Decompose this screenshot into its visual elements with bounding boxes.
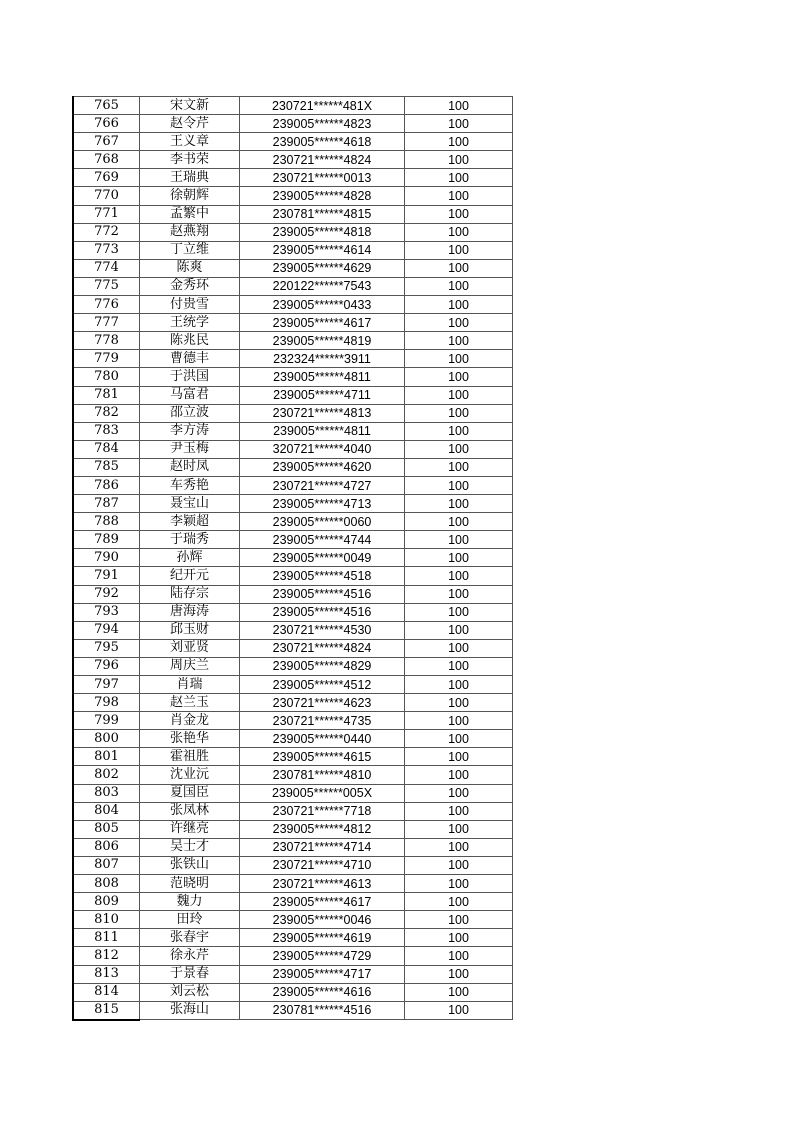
score-cell: 100 bbox=[405, 422, 513, 440]
name-cell: 范晓明 bbox=[140, 875, 240, 893]
name-cell: 张海山 bbox=[140, 1001, 240, 1020]
name-cell: 陈兆民 bbox=[140, 332, 240, 350]
table-row bbox=[73, 350, 513, 368]
table-row bbox=[73, 476, 513, 494]
table-row bbox=[73, 784, 513, 802]
id-number-cell: 239005******4829 bbox=[240, 657, 405, 675]
id-number-cell: 230721******7718 bbox=[240, 802, 405, 820]
row-number-cell: 780 bbox=[73, 368, 140, 386]
table-row bbox=[73, 676, 513, 694]
table-row bbox=[73, 549, 513, 567]
id-number-cell: 230781******4815 bbox=[240, 205, 405, 223]
row-number-cell: 779 bbox=[73, 350, 140, 368]
name-cell: 孟繁中 bbox=[140, 205, 240, 223]
row-number-cell: 807 bbox=[73, 856, 140, 874]
row-number-cell: 796 bbox=[73, 657, 140, 675]
id-number-cell: 239005******0440 bbox=[240, 730, 405, 748]
score-cell: 100 bbox=[405, 567, 513, 585]
name-cell: 马富君 bbox=[140, 386, 240, 404]
table-row bbox=[73, 404, 513, 422]
id-number-cell: 239005******4812 bbox=[240, 820, 405, 838]
name-cell: 李方涛 bbox=[140, 422, 240, 440]
table-row bbox=[73, 332, 513, 350]
id-number-cell: 320721******4040 bbox=[240, 440, 405, 458]
row-number-cell: 804 bbox=[73, 802, 140, 820]
row-number-cell: 769 bbox=[73, 169, 140, 187]
table-row bbox=[73, 929, 513, 947]
id-number-cell: 239005******4729 bbox=[240, 947, 405, 965]
id-number-cell: 239005******4711 bbox=[240, 386, 405, 404]
table-row bbox=[73, 277, 513, 295]
row-number-cell: 772 bbox=[73, 223, 140, 241]
row-number-cell: 797 bbox=[73, 676, 140, 694]
score-cell: 100 bbox=[405, 875, 513, 893]
name-cell: 张铁山 bbox=[140, 856, 240, 874]
id-number-cell: 239005******4518 bbox=[240, 567, 405, 585]
score-cell: 100 bbox=[405, 350, 513, 368]
name-cell: 赵兰玉 bbox=[140, 694, 240, 712]
id-number-cell: 230721******0013 bbox=[240, 169, 405, 187]
score-cell: 100 bbox=[405, 983, 513, 1001]
score-cell: 100 bbox=[405, 368, 513, 386]
id-number-cell: 230721******4824 bbox=[240, 639, 405, 657]
score-cell: 100 bbox=[405, 332, 513, 350]
id-number-cell: 239005******0060 bbox=[240, 513, 405, 531]
row-number-cell: 813 bbox=[73, 965, 140, 983]
table-row bbox=[73, 115, 513, 133]
id-number-cell: 239005******4818 bbox=[240, 223, 405, 241]
row-number-cell: 768 bbox=[73, 151, 140, 169]
id-number-cell: 230721******4613 bbox=[240, 875, 405, 893]
name-cell: 刘云松 bbox=[140, 983, 240, 1001]
table-row bbox=[73, 712, 513, 730]
row-number-cell: 773 bbox=[73, 241, 140, 259]
id-number-cell: 239005******4617 bbox=[240, 893, 405, 911]
name-cell: 王义章 bbox=[140, 133, 240, 151]
score-cell: 100 bbox=[405, 296, 513, 314]
id-number-cell: 239005******0046 bbox=[240, 911, 405, 929]
score-cell: 100 bbox=[405, 766, 513, 784]
name-cell: 于瑞秀 bbox=[140, 531, 240, 549]
row-number-cell: 809 bbox=[73, 893, 140, 911]
row-number-cell: 775 bbox=[73, 277, 140, 295]
row-number-cell: 770 bbox=[73, 187, 140, 205]
row-number-cell: 786 bbox=[73, 476, 140, 494]
row-number-cell: 787 bbox=[73, 495, 140, 513]
table-row bbox=[73, 621, 513, 639]
table-row bbox=[73, 187, 513, 205]
name-cell: 孙辉 bbox=[140, 549, 240, 567]
id-number-cell: 239005******4819 bbox=[240, 332, 405, 350]
table-row bbox=[73, 730, 513, 748]
row-number-cell: 778 bbox=[73, 332, 140, 350]
score-cell: 100 bbox=[405, 115, 513, 133]
score-cell: 100 bbox=[405, 929, 513, 947]
name-cell: 张艳华 bbox=[140, 730, 240, 748]
score-cell: 100 bbox=[405, 513, 513, 531]
name-cell: 唐海涛 bbox=[140, 603, 240, 621]
row-number-cell: 783 bbox=[73, 422, 140, 440]
row-number-cell: 784 bbox=[73, 440, 140, 458]
id-number-cell: 239005******005X bbox=[240, 784, 405, 802]
id-number-cell: 230721******4710 bbox=[240, 856, 405, 874]
row-number-cell: 781 bbox=[73, 386, 140, 404]
name-cell: 车秀艳 bbox=[140, 476, 240, 494]
table-row bbox=[73, 296, 513, 314]
id-number-cell: 239005******0049 bbox=[240, 549, 405, 567]
name-cell: 刘亚贤 bbox=[140, 639, 240, 657]
row-number-cell: 782 bbox=[73, 404, 140, 422]
id-number-cell: 230721******4735 bbox=[240, 712, 405, 730]
name-cell: 肖瑞 bbox=[140, 676, 240, 694]
name-cell: 许继亮 bbox=[140, 820, 240, 838]
id-number-cell: 230721******4714 bbox=[240, 838, 405, 856]
name-cell: 魏力 bbox=[140, 893, 240, 911]
row-number-cell: 792 bbox=[73, 585, 140, 603]
id-number-cell: 239005******4744 bbox=[240, 531, 405, 549]
row-number-cell: 774 bbox=[73, 259, 140, 277]
table-row bbox=[73, 458, 513, 476]
name-cell: 王瑞典 bbox=[140, 169, 240, 187]
name-cell: 陈爽 bbox=[140, 259, 240, 277]
id-number-cell: 239005******4620 bbox=[240, 458, 405, 476]
id-number-cell: 230721******4623 bbox=[240, 694, 405, 712]
roster-table-body bbox=[73, 97, 513, 1020]
row-number-cell: 791 bbox=[73, 567, 140, 585]
score-cell: 100 bbox=[405, 947, 513, 965]
id-number-cell: 230781******4810 bbox=[240, 766, 405, 784]
name-cell: 张春宇 bbox=[140, 929, 240, 947]
name-cell: 于景春 bbox=[140, 965, 240, 983]
row-number-cell: 815 bbox=[73, 1001, 140, 1020]
score-cell: 100 bbox=[405, 169, 513, 187]
score-cell: 100 bbox=[405, 223, 513, 241]
score-cell: 100 bbox=[405, 965, 513, 983]
id-number-cell: 239005******4629 bbox=[240, 259, 405, 277]
id-number-cell: 239005******4713 bbox=[240, 495, 405, 513]
table-row bbox=[73, 947, 513, 965]
score-cell: 100 bbox=[405, 820, 513, 838]
name-cell: 周庆兰 bbox=[140, 657, 240, 675]
id-number-cell: 230721******4727 bbox=[240, 476, 405, 494]
id-number-cell: 239005******4615 bbox=[240, 748, 405, 766]
id-number-cell: 239005******4811 bbox=[240, 368, 405, 386]
score-cell: 100 bbox=[405, 458, 513, 476]
row-number-cell: 795 bbox=[73, 639, 140, 657]
score-cell: 100 bbox=[405, 205, 513, 223]
name-cell: 赵时凤 bbox=[140, 458, 240, 476]
name-cell: 聂宝山 bbox=[140, 495, 240, 513]
table-row bbox=[73, 205, 513, 223]
row-number-cell: 805 bbox=[73, 820, 140, 838]
score-cell: 100 bbox=[405, 911, 513, 929]
row-number-cell: 810 bbox=[73, 911, 140, 929]
row-number-cell: 814 bbox=[73, 983, 140, 1001]
score-cell: 100 bbox=[405, 386, 513, 404]
name-cell: 徐永芹 bbox=[140, 947, 240, 965]
id-number-cell: 230721******481X bbox=[240, 97, 405, 115]
id-number-cell: 239005******4618 bbox=[240, 133, 405, 151]
name-cell: 付贵雪 bbox=[140, 296, 240, 314]
table-row bbox=[73, 495, 513, 513]
table-row bbox=[73, 875, 513, 893]
name-cell: 沈业沅 bbox=[140, 766, 240, 784]
name-cell: 于洪国 bbox=[140, 368, 240, 386]
id-number-cell: 239005******4617 bbox=[240, 314, 405, 332]
table-row bbox=[73, 169, 513, 187]
table-row bbox=[73, 133, 513, 151]
score-cell: 100 bbox=[405, 712, 513, 730]
table-row bbox=[73, 603, 513, 621]
id-number-cell: 239005******4619 bbox=[240, 929, 405, 947]
score-cell: 100 bbox=[405, 476, 513, 494]
name-cell: 丁立维 bbox=[140, 241, 240, 259]
row-number-cell: 785 bbox=[73, 458, 140, 476]
score-cell: 100 bbox=[405, 97, 513, 115]
id-number-cell: 239005******4614 bbox=[240, 241, 405, 259]
id-number-cell: 232324******3911 bbox=[240, 350, 405, 368]
score-cell: 100 bbox=[405, 1001, 513, 1020]
score-cell: 100 bbox=[405, 657, 513, 675]
roster-table bbox=[72, 96, 513, 1021]
table-row bbox=[73, 314, 513, 332]
row-number-cell: 767 bbox=[73, 133, 140, 151]
table-row bbox=[73, 694, 513, 712]
id-number-cell: 230781******4516 bbox=[240, 1001, 405, 1020]
name-cell: 曹德丰 bbox=[140, 350, 240, 368]
row-number-cell: 802 bbox=[73, 766, 140, 784]
name-cell: 霍祖胜 bbox=[140, 748, 240, 766]
score-cell: 100 bbox=[405, 531, 513, 549]
table-row bbox=[73, 567, 513, 585]
score-cell: 100 bbox=[405, 603, 513, 621]
score-cell: 100 bbox=[405, 133, 513, 151]
score-cell: 100 bbox=[405, 838, 513, 856]
score-cell: 100 bbox=[405, 802, 513, 820]
row-number-cell: 799 bbox=[73, 712, 140, 730]
row-number-cell: 789 bbox=[73, 531, 140, 549]
score-cell: 100 bbox=[405, 549, 513, 567]
row-number-cell: 803 bbox=[73, 784, 140, 802]
name-cell: 夏国臣 bbox=[140, 784, 240, 802]
table-row bbox=[73, 893, 513, 911]
name-cell: 赵燕翔 bbox=[140, 223, 240, 241]
id-number-cell: 239005******4516 bbox=[240, 585, 405, 603]
id-number-cell: 239005******4811 bbox=[240, 422, 405, 440]
table-row bbox=[73, 440, 513, 458]
name-cell: 赵令芹 bbox=[140, 115, 240, 133]
table-row bbox=[73, 241, 513, 259]
name-cell: 宋文新 bbox=[140, 97, 240, 115]
row-number-cell: 788 bbox=[73, 513, 140, 531]
score-cell: 100 bbox=[405, 187, 513, 205]
table-row bbox=[73, 422, 513, 440]
id-number-cell: 239005******0433 bbox=[240, 296, 405, 314]
row-number-cell: 812 bbox=[73, 947, 140, 965]
score-cell: 100 bbox=[405, 495, 513, 513]
name-cell: 徐朝辉 bbox=[140, 187, 240, 205]
score-cell: 100 bbox=[405, 694, 513, 712]
table-row bbox=[73, 1001, 513, 1020]
table-row bbox=[73, 766, 513, 784]
score-cell: 100 bbox=[405, 676, 513, 694]
table-row bbox=[73, 748, 513, 766]
table-row bbox=[73, 368, 513, 386]
table-row bbox=[73, 151, 513, 169]
row-number-cell: 793 bbox=[73, 603, 140, 621]
name-cell: 李颖超 bbox=[140, 513, 240, 531]
row-number-cell: 790 bbox=[73, 549, 140, 567]
name-cell: 田玲 bbox=[140, 911, 240, 929]
score-cell: 100 bbox=[405, 241, 513, 259]
score-cell: 100 bbox=[405, 748, 513, 766]
row-number-cell: 806 bbox=[73, 838, 140, 856]
id-number-cell: 239005******4823 bbox=[240, 115, 405, 133]
score-cell: 100 bbox=[405, 893, 513, 911]
row-number-cell: 811 bbox=[73, 929, 140, 947]
row-number-cell: 777 bbox=[73, 314, 140, 332]
name-cell: 尹玉梅 bbox=[140, 440, 240, 458]
table-row bbox=[73, 802, 513, 820]
name-cell: 纪开元 bbox=[140, 567, 240, 585]
table-row bbox=[73, 639, 513, 657]
table-row bbox=[73, 531, 513, 549]
row-number-cell: 800 bbox=[73, 730, 140, 748]
table-row bbox=[73, 820, 513, 838]
score-cell: 100 bbox=[405, 856, 513, 874]
row-number-cell: 776 bbox=[73, 296, 140, 314]
score-cell: 100 bbox=[405, 151, 513, 169]
row-number-cell: 766 bbox=[73, 115, 140, 133]
score-cell: 100 bbox=[405, 440, 513, 458]
id-number-cell: 239005******4616 bbox=[240, 983, 405, 1001]
row-number-cell: 801 bbox=[73, 748, 140, 766]
table-row bbox=[73, 657, 513, 675]
score-cell: 100 bbox=[405, 404, 513, 422]
row-number-cell: 765 bbox=[73, 97, 140, 115]
score-cell: 100 bbox=[405, 277, 513, 295]
score-cell: 100 bbox=[405, 585, 513, 603]
score-cell: 100 bbox=[405, 259, 513, 277]
table-row bbox=[73, 259, 513, 277]
name-cell: 肖金龙 bbox=[140, 712, 240, 730]
name-cell: 王统学 bbox=[140, 314, 240, 332]
table-row bbox=[73, 585, 513, 603]
row-number-cell: 808 bbox=[73, 875, 140, 893]
id-number-cell: 239005******4717 bbox=[240, 965, 405, 983]
table-row bbox=[73, 838, 513, 856]
id-number-cell: 220122******7543 bbox=[240, 277, 405, 295]
row-number-cell: 794 bbox=[73, 621, 140, 639]
id-number-cell: 230721******4824 bbox=[240, 151, 405, 169]
table-row bbox=[73, 386, 513, 404]
score-cell: 100 bbox=[405, 314, 513, 332]
table-row bbox=[73, 856, 513, 874]
table-row bbox=[73, 223, 513, 241]
score-cell: 100 bbox=[405, 784, 513, 802]
table-row bbox=[73, 97, 513, 115]
score-cell: 100 bbox=[405, 621, 513, 639]
name-cell: 吴士才 bbox=[140, 838, 240, 856]
row-number-cell: 798 bbox=[73, 694, 140, 712]
id-number-cell: 239005******4512 bbox=[240, 676, 405, 694]
row-number-cell: 771 bbox=[73, 205, 140, 223]
score-cell: 100 bbox=[405, 730, 513, 748]
name-cell: 邱玉财 bbox=[140, 621, 240, 639]
name-cell: 李书荣 bbox=[140, 151, 240, 169]
table-row bbox=[73, 911, 513, 929]
score-cell: 100 bbox=[405, 639, 513, 657]
id-number-cell: 239005******4828 bbox=[240, 187, 405, 205]
table-row bbox=[73, 983, 513, 1001]
id-number-cell: 230721******4813 bbox=[240, 404, 405, 422]
id-number-cell: 239005******4516 bbox=[240, 603, 405, 621]
name-cell: 金秀环 bbox=[140, 277, 240, 295]
name-cell: 张凤林 bbox=[140, 802, 240, 820]
table-row bbox=[73, 965, 513, 983]
name-cell: 陆存宗 bbox=[140, 585, 240, 603]
id-number-cell: 230721******4530 bbox=[240, 621, 405, 639]
table-row bbox=[73, 513, 513, 531]
name-cell: 邵立波 bbox=[140, 404, 240, 422]
